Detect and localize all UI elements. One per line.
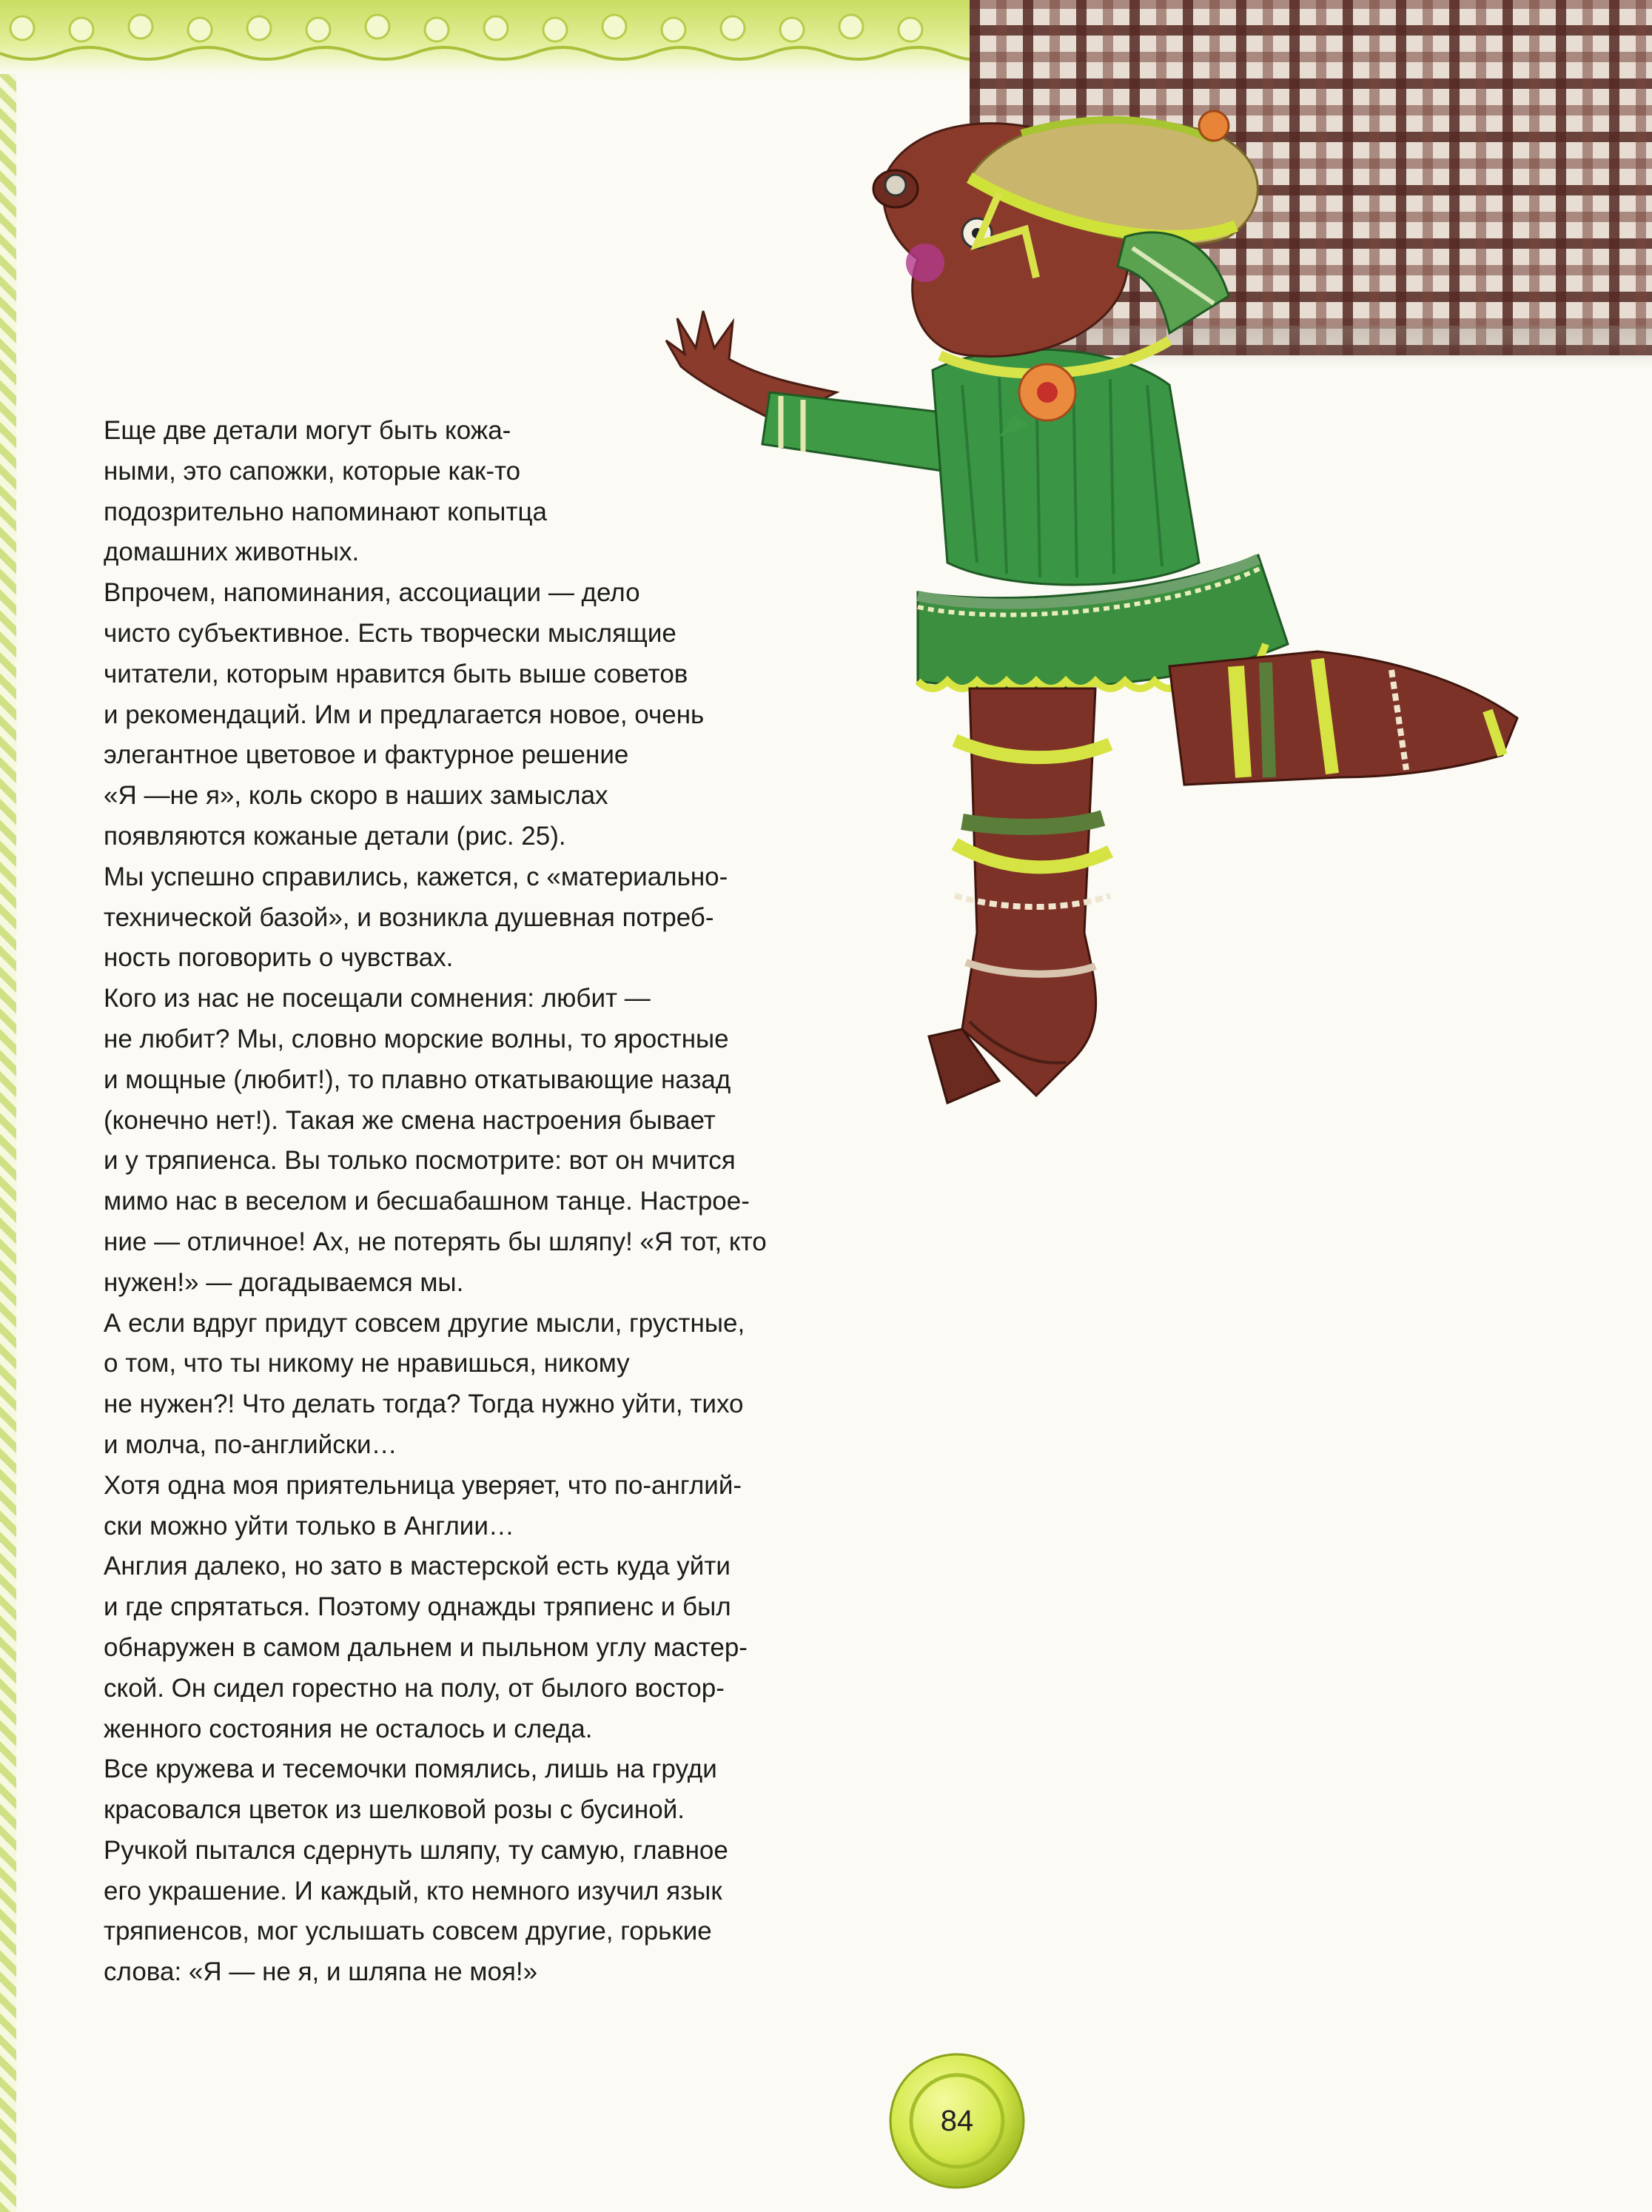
text-line: и у тряпиенса. Вы только посмотрите: вот он мчится — [104, 1146, 736, 1176]
text-line: обнаружен в самом дальнем и пыльном углу мастер- — [104, 1632, 748, 1662]
text-line: читатели, которым нравится быть выше советов — [104, 659, 688, 688]
text-line: красовался цветок из шелковой розы с бусиной. — [104, 1795, 685, 1825]
text-line: ность поговорить о чувствах. — [104, 943, 454, 973]
lace-trim-icon — [0, 0, 984, 74]
text-line: не любит? Мы, словно морские волны, то яростные — [104, 1024, 729, 1053]
text-line: «Я —не я», коль скоро в наших замыслах — [104, 781, 608, 811]
text-line: не нужен?! Что делать тогда? Тогда нужно уйти, тихо — [104, 1390, 744, 1419]
text-line: Впрочем, напоминания, ассоциации — дело — [104, 578, 640, 608]
text-line: женного состояния не осталось и следа. — [104, 1714, 593, 1743]
doll-right-leg — [1169, 651, 1517, 785]
page-number-badge — [887, 2051, 1027, 2191]
text-line: Кого из нас не посещали сомнения: любит — — [104, 984, 651, 1013]
text-line: Хотя одна моя приятельница уверяет, что по-англий- — [104, 1470, 742, 1500]
text-line: чисто субъективное. Есть творчески мыслящие — [104, 618, 676, 648]
text-line: ными, это сапожки, которые как-то — [104, 456, 521, 486]
text-line: ние — отличное! Ах, не потерять бы шляпу! «Я тот, кто — [104, 1227, 767, 1256]
text-line: и рекомендаций. Им и предлагается новое, очень — [104, 700, 705, 729]
text-line: и молча, по-английски… — [104, 1430, 397, 1459]
text-line: Все кружева и тесемочки помялись, лишь на груди — [104, 1754, 717, 1784]
text-line: подозрительно напоминают копытца — [104, 497, 547, 526]
text-line: А если вдруг придут совсем другие мысли, грустные, — [104, 1308, 745, 1338]
text-line: о том, что ты никому не нравишься, никому — [104, 1349, 630, 1378]
text-line: слова: «Я — не я, и шляпа не моя!» — [104, 1957, 538, 1987]
body-text — [104, 411, 947, 1993]
text-line: ской. Он сидел горестно на полу, от былого востор- — [104, 1673, 725, 1703]
text-line: элегантное цветовое и фактурное решение — [104, 740, 629, 770]
text-line: (конечно нет!). Такая же смена настроения бывает — [104, 1105, 716, 1135]
text-line: Англия далеко, но зато в мастерской есть куда уйти — [104, 1552, 731, 1581]
text-line: и где спрятаться. Поэтому однажды тряпиенс и был — [104, 1592, 731, 1622]
text-line: Ручкой пытался сдернуть шляпу, ту самую, главное — [104, 1835, 728, 1865]
doll-left-leg — [929, 688, 1110, 1103]
text-line: мимо нас в веселом и бесшабашном танце. Настрое- — [104, 1187, 750, 1216]
text-line: ски можно уйти только в Англии… — [104, 1511, 514, 1541]
text-line: домашних животных. — [104, 537, 360, 567]
left-decorative-border — [0, 0, 16, 2212]
text-line: нужен!» — догадываемся мы. — [104, 1267, 464, 1297]
text-line: тряпиенсов, мог услышать совсем другие, горькие — [104, 1917, 712, 1946]
text-line: технической базой», и возникла душевная потреб- — [104, 902, 714, 932]
text-line: появляются кожаные детали (рис. 25). — [104, 821, 566, 851]
text-line: его украшение. И каждый, кто немного изучил язык — [104, 1876, 722, 1906]
top-decorative-border — [0, 0, 984, 74]
doll-body — [933, 341, 1199, 585]
text-line: и мощные (любит!), то плавно откатывающие назад — [104, 1065, 731, 1094]
page-number: 84 — [940, 2104, 974, 2137]
doll-right-arm — [1118, 232, 1229, 333]
text-line: Мы успешно справились, кажется, с «материально- — [104, 862, 728, 891]
text-line: Еще две детали могут быть кожа- — [104, 416, 511, 445]
